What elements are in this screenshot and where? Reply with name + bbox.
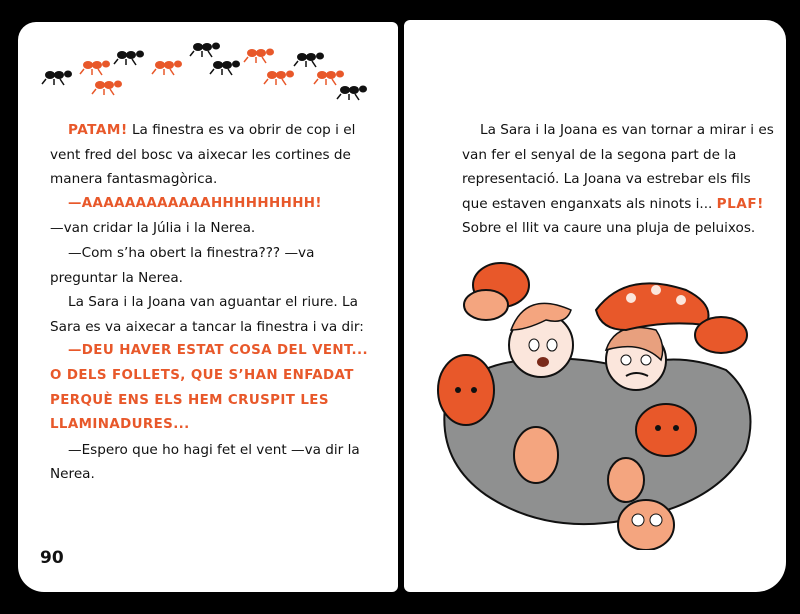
left-page-text <box>50 118 384 487</box>
ant-row-icon <box>40 35 370 105</box>
ant-icon <box>42 43 367 101</box>
plush-toy-illustration <box>426 250 766 550</box>
sara-speech: —DEU HAVER ESTAT COSA DEL VENT... O DELS FOLLETS, QUE S’HAN ENFADAT PERQUÈ ENS ELS HEM CRUSPIT LES LLAMINADURES... <box>50 343 368 433</box>
paragraph: —Com s’ha obert la finestra??? —va preguntar la Nerea. <box>50 244 315 286</box>
paragraph: —Espero que ho hagi fet el vent —va dir la Nerea. <box>50 441 360 483</box>
paragraph: —van cridar la Júlia i la Nerea. <box>50 220 256 237</box>
paragraph: La Sara i la Joana es van tornar a mirar i es van fer el senyal de la segona part de la representació. La Joana va estrebar els fils que estaven enganxats als ninots i... PLAF! Sobre el llit va caure una pluja de peluixos. <box>462 122 774 237</box>
plaf-exclamation: PLAF! <box>716 195 764 212</box>
scream-line: —AAAAAAAAAAAAHHHHHHHHH! <box>68 195 322 211</box>
paragraph: La Sara i la Joana van aguantar el riure. La Sara es va aixecar a tancar la finestra i va dir: <box>50 294 364 335</box>
right-page-text <box>462 118 780 241</box>
page-number: 90 <box>40 548 64 568</box>
paragraph: PATAM! La finestra es va obrir de cop i el vent fred del bosc va aixecar les cortines de manera fantasmagòrica. <box>50 122 356 188</box>
patam-exclamation: PATAM! <box>68 122 128 138</box>
